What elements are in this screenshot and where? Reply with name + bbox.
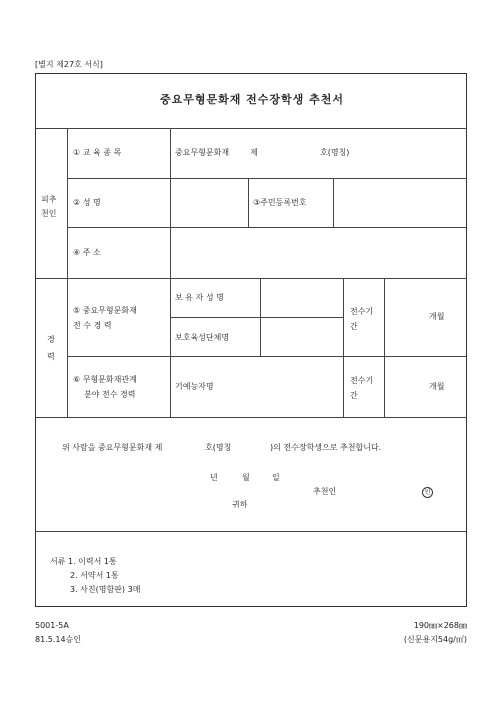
footer-form-code: 5001-5A: [35, 621, 69, 630]
divider-id-col: [333, 178, 334, 227]
date-day-label: 일: [272, 473, 280, 482]
subject-prefix: 중요무형문화재: [175, 148, 230, 157]
divider-statement: [35, 417, 467, 418]
docs-item-2: 2. 서약서 1통: [70, 571, 119, 580]
divider-recommendee: [35, 278, 467, 279]
divider-months-col: [384, 278, 385, 417]
statement-suffix: )의 전수장학생으로 추천합니다.: [270, 443, 382, 452]
footer-approval: 81.5.14승인: [35, 635, 81, 644]
career5-label-2: 전 수 경 력: [73, 321, 112, 330]
divider-name-col: [248, 178, 249, 227]
footer-paper-size: 190㎜×268㎜: [413, 621, 467, 630]
divider-career-mid: [67, 356, 467, 357]
career6-label-2: 분야 전수 경력: [84, 390, 136, 399]
career6-label-1: ⑥ 무형문화재관계: [73, 375, 137, 384]
statement-mid: 호(명칭: [205, 443, 232, 452]
divider-row1: [67, 178, 467, 179]
divider-title: [35, 128, 467, 129]
section-career-label-1: 경: [47, 335, 55, 344]
career5-period-label-1: 전수기: [350, 307, 374, 316]
holder-name-label: 보 유 자 성 명: [175, 293, 224, 302]
career6-months-unit: 개월: [429, 382, 445, 391]
craftsman-name-label: 기예능자명: [175, 382, 214, 391]
subject-suffix: 호(명칭): [320, 148, 350, 157]
career5-months-unit: 개월: [429, 312, 445, 321]
divider-career-name-col: [260, 278, 261, 356]
career6-period-label-2: 간: [350, 391, 358, 400]
protection-group-label: 보호육성단체명: [175, 333, 230, 342]
page-title: 중요무형문화재 전수장학생 추천서: [159, 93, 345, 106]
seal-mark-icon: 인: [422, 487, 433, 498]
subject-number-label: 제: [250, 148, 258, 157]
section-career-label-2: 력: [47, 352, 55, 361]
docs-item-1: 서류 1. 이력서 1통: [50, 557, 117, 566]
career5-label-1: ⑤ 중요무형문화재: [73, 306, 137, 315]
footer-paper-type: (신문용지54g/㎡): [403, 635, 467, 644]
section-recommendee-label-1: 피추: [41, 195, 57, 204]
career6-period-label-1: 전수기: [350, 376, 374, 385]
addressee-label: 귀하: [232, 500, 248, 509]
section-recommendee-label-2: 천인: [41, 209, 57, 218]
date-month-label: 월: [242, 473, 250, 482]
divider-section-col: [67, 128, 68, 417]
name-label: ② 성 명: [73, 198, 101, 207]
docs-item-3: 3. 사진(명함판) 3매: [70, 585, 141, 594]
divider-career5-inner: [170, 317, 343, 318]
address-label: ④ 주 소: [73, 248, 101, 257]
id-number-label: ③주민등록번호: [253, 198, 307, 207]
statement-prefix: 위 사람을 중요무형문화재 제: [62, 443, 163, 452]
recommender-label: 추천인: [313, 487, 337, 496]
date-year-label: 년: [210, 473, 218, 482]
divider-row2: [67, 227, 467, 228]
career5-period-label-2: 간: [350, 322, 358, 331]
divider-period-col: [343, 278, 344, 417]
divider-label-col: [170, 128, 171, 417]
divider-docs: [35, 531, 467, 532]
subject-label: ① 교 육 종 목: [73, 148, 122, 157]
form-number-tag: [별지 제27호 서식]: [35, 60, 103, 69]
